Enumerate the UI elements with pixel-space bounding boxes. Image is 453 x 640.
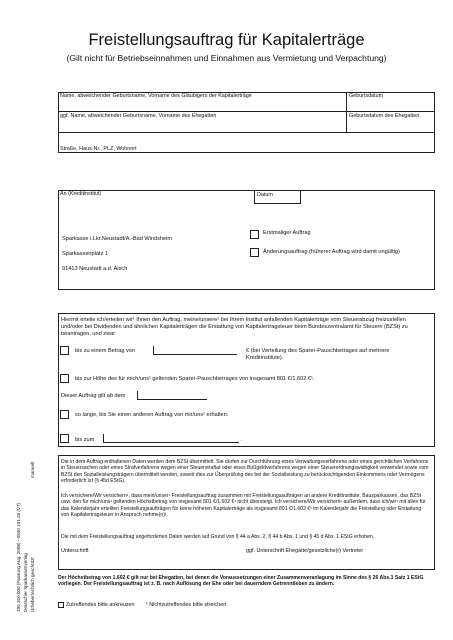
amount-option-prefix: bis zu einem Betrag von bbox=[75, 348, 136, 354]
tick-legend-icon bbox=[58, 602, 64, 608]
applicant-col-divider-1 bbox=[346, 92, 347, 111]
until-revoked-label: so lange, bis Sie einen anderen Auftrag von mir/uns¹ erhalten. bbox=[75, 412, 229, 418]
spouse-signature-label: ggf. Unterschrift Ehegatte/gesetzliche(r) Vertreter bbox=[246, 548, 364, 554]
until-date-end: . bbox=[241, 437, 243, 443]
change-order-checkbox[interactable] bbox=[250, 248, 259, 257]
applicant-divider-1 bbox=[58, 111, 435, 112]
spouse-field-label: ggf. Name, abweichender Geburtsname, Vorname des Ehegatten bbox=[60, 113, 217, 119]
form-number: 190 320.000 (Fassung Aug. 2008) - 0540 101.28 (V7) bbox=[16, 502, 21, 612]
amount-option-checkbox[interactable] bbox=[60, 346, 69, 355]
name-field-label: Name, abweichender Geburtsname, Vorname des Gläubigers der Kapitalerträge bbox=[60, 93, 252, 99]
footer-note: Der Höchstbetrag von 1.602 € gilt nur bei Ehegatten, bei denen die Voraussetzungen einer Zusammenveranlagung im Sinne des § 26 Abs.1 Satz 1 EStG vorliegen. Der Freistellungsauftrag ist z. B. nach Auflösung der Ehe oder bei dauerndem Getrenntleben zu ändern. bbox=[58, 575, 424, 588]
birthdate-field-label: Geburtsdatum bbox=[349, 93, 384, 99]
form-title: Freistellungsauftrag für Kapitalerträge bbox=[88, 31, 365, 49]
institute-city: 91413 Neustadt a.d. Aisch bbox=[62, 266, 128, 272]
address-field-label: Straße, Haus-Nr., PLZ, Wohnort bbox=[60, 146, 137, 152]
amount-input[interactable] bbox=[153, 346, 237, 355]
manual-tag: manuell bbox=[30, 461, 35, 478]
order-intro: Hiermit erteile ich/erteilen wir¹ Ihnen den Auftrag, meine/unsere¹ bei Ihrem Institut anfallenden Kapitalerträge vom Steuerabzug freizustellen und/oder bei Dividenden und ähnlichen Kapitalerträgen die Erstattung von Kapitalertragsteuer beim Bundeszentralamt für Steuern (BZSt) zu beantragen, und zwar bbox=[61, 317, 408, 337]
valid-from-input[interactable] bbox=[137, 391, 207, 400]
legal-assurance: Ich versichere/Wir versichern¹, dass mein/unser¹ Freistellungsauftrag zusammen mit Freistellungsaufträgen an andere Kreditinstitute, Bausparkassen, das BZSt usw. den für mich/uns¹ geltenden Höchstbetrag von insgesamt 801 €/1.602 €¹ nicht übersteigt. Ich versichere/Wir versichern¹ außerdem, dass ich/wir¹ mit allen für das Kalenderjahr erteilten Freistellungsaufträgen für keine höheren Kapitalerträge als insgesamt 801 €/1.602 €¹ im Kalenderjahr die Freistellung oder Erstattung von Kapitalertragsteuer in Anspruch nehme(n)¹. bbox=[61, 493, 426, 519]
spouse-birthdate-field-label: Geburtsdatum des Ehegatten bbox=[349, 113, 420, 119]
first-order-label: Erstmaliger Auftrag bbox=[263, 230, 311, 236]
amount-option-suffix: € (bei Verteilung des Sparer-Pauschbetrages auf mehrere Kreditinstitute). bbox=[246, 348, 390, 361]
change-order-label: Änderungsauftrag (früherer Auftrag wird damit ungültig) bbox=[263, 249, 400, 255]
until-revoked-checkbox[interactable] bbox=[60, 410, 69, 419]
publisher: Deutscher Sparkassenverlag bbox=[23, 553, 28, 612]
institute-to-label: An (Kreditinstitut) bbox=[60, 191, 102, 197]
until-date-label: bis zum bbox=[75, 437, 95, 443]
until-date-input[interactable] bbox=[103, 434, 239, 443]
form-subtitle: (Gilt nicht für Betriebseinnahmen und Einnahmen aus Vermietung und Verpachtung) bbox=[66, 53, 387, 63]
legal-basis: Die mit dem Freistellungsauftrag angeforderten Daten werden auf Grund von § 44 a Abs. 2, § 44 b Abs. 1 und § 45 d Abs. 1 EStG erhoben. bbox=[61, 534, 375, 540]
applicant-col-divider-2 bbox=[346, 111, 347, 132]
full-allowance-label: bis zur Höhe des für mich/uns¹ geltenden Sparer-Pauschbetrages von insgesamt 801 €/1.602 €¹. bbox=[75, 376, 315, 382]
full-allowance-checkbox[interactable] bbox=[60, 374, 69, 383]
signature-field[interactable] bbox=[60, 556, 238, 569]
applicant-divider-2 bbox=[58, 132, 435, 133]
institute-name: Sparkasse i.Lkr.Neustadt/A.-Bad Windsheim bbox=[62, 236, 173, 242]
first-order-checkbox[interactable] bbox=[250, 230, 259, 239]
institute-street: Sparkassenplatz 1 bbox=[62, 251, 109, 257]
date-label: Datum bbox=[257, 192, 273, 198]
applicant-section bbox=[58, 92, 435, 153]
copyright-note: Urheberrechtlich geschützt bbox=[30, 557, 35, 612]
valid-from-label: Dieser Auftrag gilt ab dem bbox=[61, 393, 126, 399]
legal-data-transfer: Die in dem Auftrag enthaltenen Daten werden dem BZSt übermittelt. Sie dürfen zur Durchführung eines Verwaltungsverfahrens oder eines gerichtlichen Verfahrens in Steuersachen oder eines Strafverfahrens wegen einer Steuerstraftat oder eines Bußgeldverfahrens wegen einer Steuerordnungswidrigkeit verwendet sowie vom BZSt den Sozialleistungsträgern übermittelt werden, soweit dies zur Überprüfung des bei der Sozialleistung zu berücksichtigenden Einkommens oder Vermögens erforderlich ist (§ 45d EStG). bbox=[61, 459, 429, 485]
signature-label: Unterschrift bbox=[61, 548, 89, 554]
tick-legend-label: Zutreffendes bitte ankreuzen bbox=[66, 602, 135, 608]
spouse-signature-field[interactable] bbox=[245, 556, 431, 569]
strike-legend-label: ¹ Nichtzutreffendes bitte streichen bbox=[146, 602, 227, 608]
until-date-checkbox[interactable] bbox=[60, 434, 69, 443]
